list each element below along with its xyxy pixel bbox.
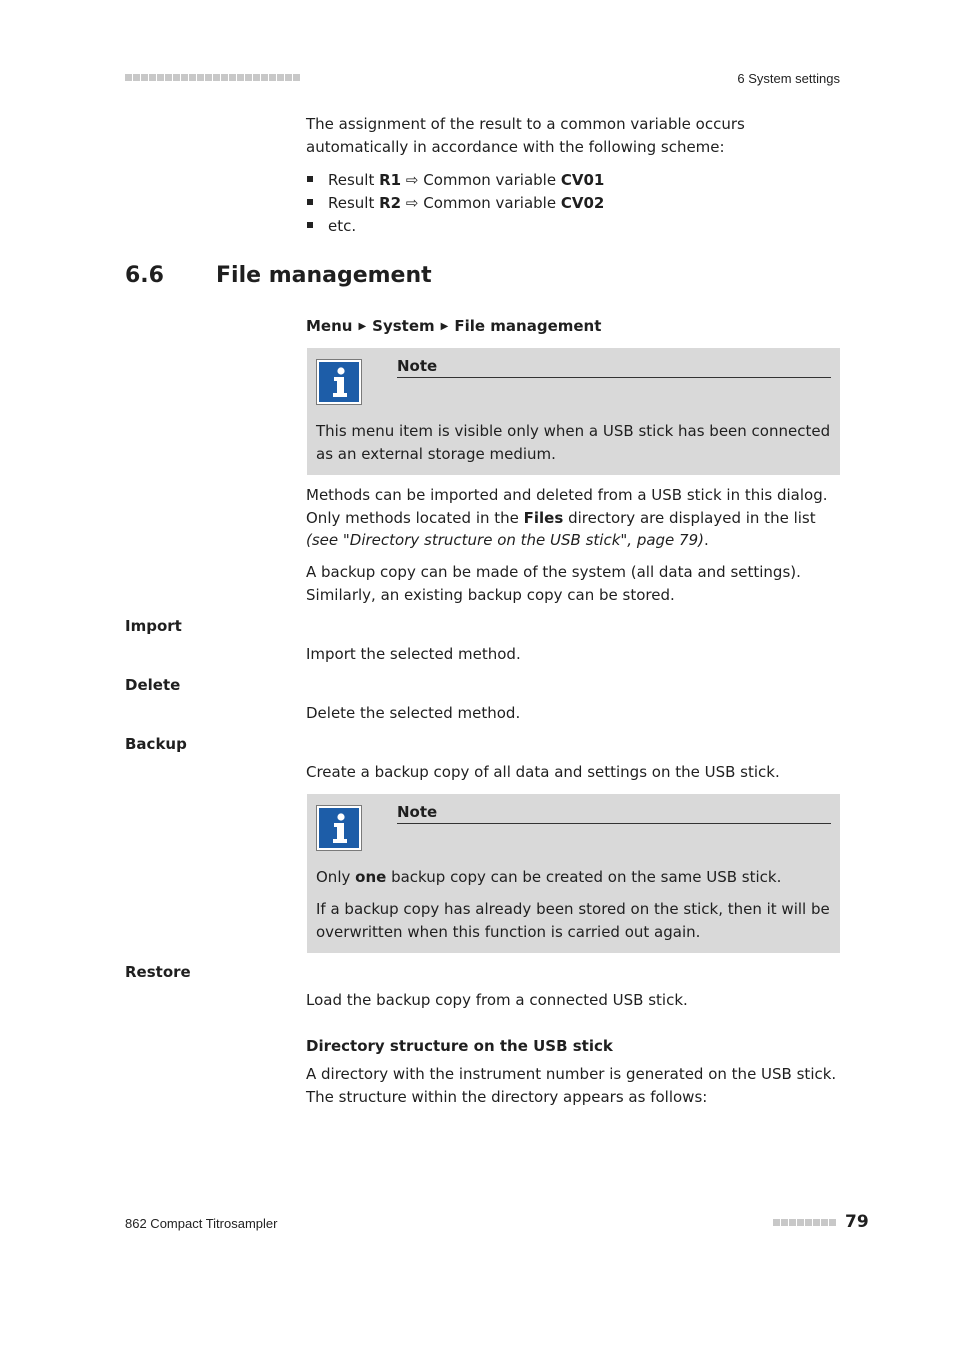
note-text: If a backup copy has already been stored on the stick, then it will be overwritten when this function is carried out again. [316,900,830,941]
note-title: Note [397,803,831,824]
term-delete: Delete [125,676,181,694]
note-text: Only one backup copy can be created on the same USB stick. [316,868,782,886]
list-item: Result R2 ⇨ Common variable CV02 [307,192,604,214]
menu-path [306,317,601,335]
bullet-marker [307,222,313,228]
term-description: Import the selected method. [306,645,521,663]
term-backup: Backup [125,735,187,753]
section-heading [125,263,432,288]
term-description: Create a backup copy of all data and settings on the USB stick. [306,763,780,781]
arrow-right-icon: ▶ [440,321,449,332]
footer-decoration [773,1219,836,1226]
menu-path-item: File management [454,317,602,335]
term-import: Import [125,617,182,635]
note-box [307,348,840,475]
bullet-marker [307,176,313,182]
info-icon [316,359,362,405]
page-number: 79 [845,1212,869,1232]
term-restore: Restore [125,963,191,981]
term-description: Load the backup copy from a connected USB stick. [306,991,688,1009]
menu-path-item: Menu [306,317,353,335]
term-description: Delete the selected method. [306,704,521,722]
note-text: This menu item is visible only when a USB stick has been connected as an external storage medium. [316,422,831,463]
body-paragraph: Methods can be imported and deleted from a USB stick in this dialog. Only methods located in the Files directory are displayed in the list (see "Directory structure on the USB stick", page 79). [306,486,828,549]
note-title: Note [397,357,831,378]
section-number: 6.6 [125,263,164,288]
header-decoration [125,74,300,82]
list-item: Result R1 ⇨ Common variable CV01 [307,169,604,191]
menu-path-item: System [372,317,435,335]
arrow-right-icon: ▶ [358,321,367,332]
bullet-marker [307,199,313,205]
body-paragraph: A backup copy can be made of the system (all data and settings). Similarly, an existing backup copy can be stored. [306,563,801,604]
info-icon [316,805,362,851]
list-item: etc. [307,215,356,237]
intro-paragraph: The assignment of the result to a common variable occurs automatically in accordance with the following scheme: [306,115,745,156]
body-paragraph: A directory with the instrument number is generated on the USB stick. The structure within the directory appears as follows: [306,1065,837,1106]
section-title: File management [216,263,432,288]
subsection-heading: Directory structure on the USB stick [306,1037,613,1055]
note-box [307,794,840,953]
footer-product: 862 Compact Titrosampler [125,1216,278,1231]
header-section-title: 6 System settings [737,71,840,86]
